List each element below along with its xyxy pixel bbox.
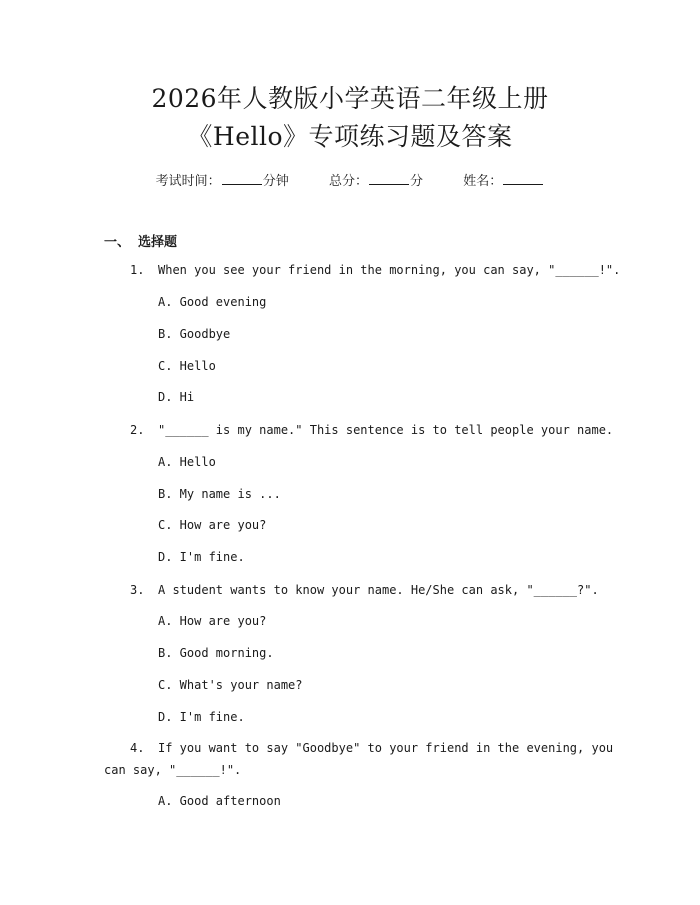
section-number: 一、 [104, 235, 131, 250]
question-number: 4. [130, 741, 145, 755]
answer-option: A. How are you? [158, 614, 267, 628]
question-text: When you see your friend in the morning, you can say, "______!". [158, 263, 621, 277]
exam-time-blank [222, 173, 262, 185]
question-text: "______ is my name." This sentence is to tell people your name. [158, 423, 614, 437]
student-name-label: 姓名： [463, 174, 503, 189]
answer-option: A. Good afternoon [158, 794, 281, 808]
question-text: A student wants to know your name. He/She can ask, "______?". [158, 583, 599, 597]
answer-option: B. Goodbye [158, 327, 231, 341]
question-number: 1. [130, 263, 145, 277]
answer-option: C. What's your name? [158, 678, 303, 692]
answer-option: D. Hi [158, 390, 195, 404]
answer-option: D. I'm fine. [158, 710, 245, 724]
answer-option: A. Good evening [158, 295, 267, 309]
document-title-line-1: 2026年人教版小学英语二年级上册 [151, 84, 549, 113]
answer-option: C. How are you? [158, 518, 267, 532]
total-score-blank [369, 173, 409, 185]
answer-option: C. Hello [158, 359, 216, 373]
document-title-line-2: 《Hello》专项练习题及答案 [187, 122, 513, 151]
total-score-unit: 分 [410, 174, 424, 189]
question-text-line-2: can say, "______!". [104, 763, 242, 777]
section-heading [104, 231, 177, 250]
question-text-line-1: If you want to say "Goodbye" to your friend in the evening, you [158, 741, 614, 755]
question-number: 3. [130, 583, 145, 597]
answer-option: D. I'm fine. [158, 550, 245, 564]
total-score-label: 总分： [328, 174, 368, 189]
answer-option: B. Good morning. [158, 646, 274, 660]
question-number: 2. [130, 423, 145, 437]
answer-option: B. My name is ... [158, 487, 281, 501]
exam-time-label: 考试时间： [155, 174, 221, 189]
student-name-blank [503, 173, 543, 185]
section-title: 选择题 [138, 235, 178, 250]
exam-info-bar [0, 170, 700, 189]
answer-option: A. Hello [158, 455, 216, 469]
exam-time-unit: 分钟 [262, 174, 289, 189]
